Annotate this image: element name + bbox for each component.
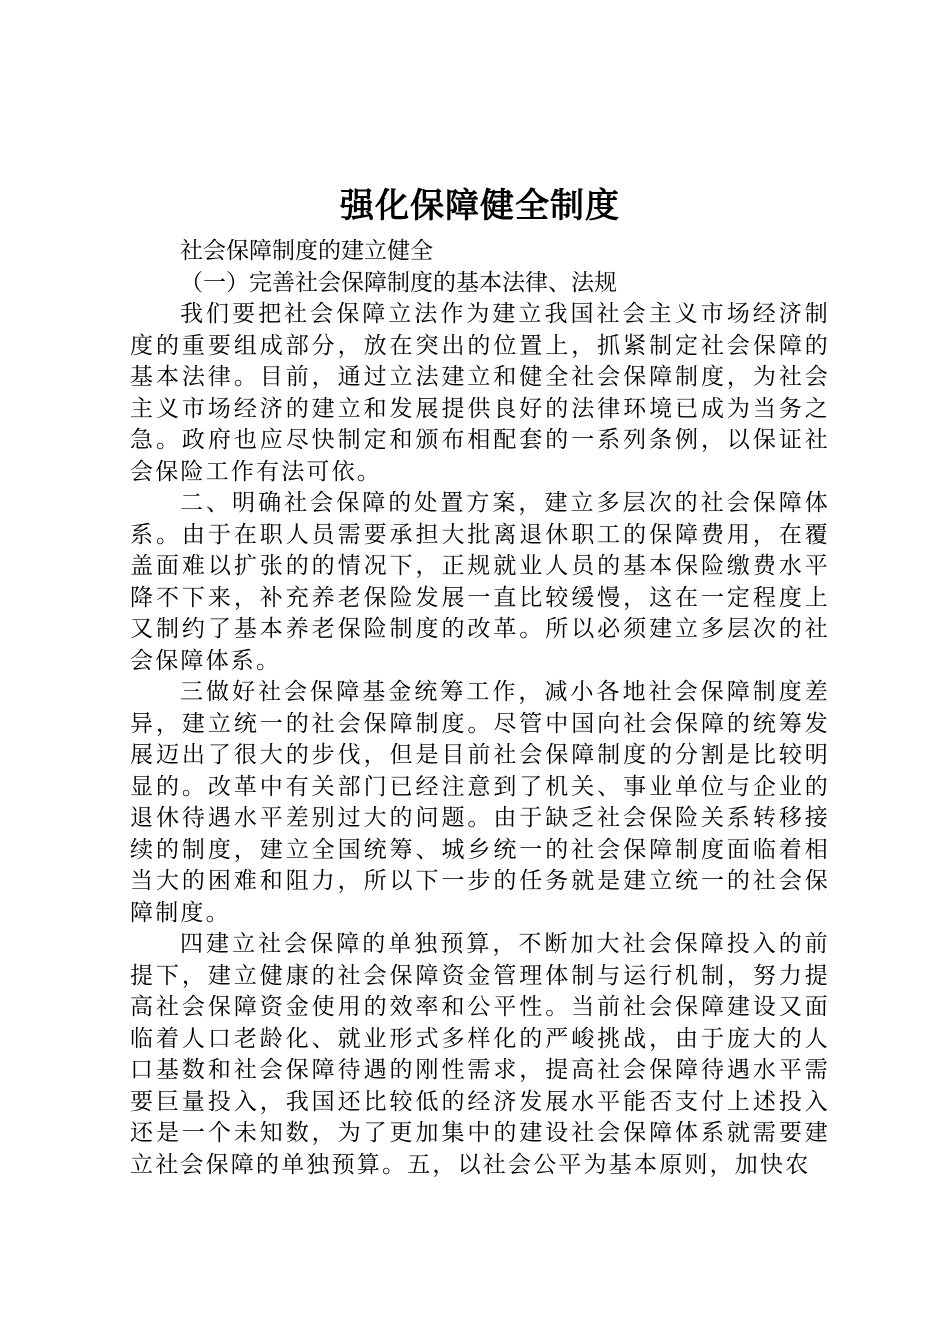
body-paragraph-4: 四建立社会保障的单独预算，不断加大社会保障投入的前提下，建立健康的社会保障资金管理体制与运行机制，努力提高社会保障资金使用的效率和公平性。当前社会保障建设又面临着人口老龄化、就业形式多样化的严峻挑战，由于庞大的人口基数和社会保障待遇的刚性需求，提高社会保障待遇水平需要巨量投入，我国还比较低的经济发展水平能否支付上述投入还是一个未知数，为了更加集中的建设社会保障体系就需要建立社会保障的单独预算。五，以社会公平为基本原则，加快农 [130, 931, 830, 1178]
document-title: 强化保障健全制度 [340, 186, 620, 226]
body-paragraph-3: 三做好社会保障基金统筹工作，减小各地社会保障制度差异，建立统一的社会保障制度。尽管中国向社会保障的统筹发展迈出了很大的步伐，但是目前社会保障制度的分割是比较明显的。改革中有关部门已经注意到了机关、事业单位与企业的退休待遇水平差别过大的问题。由于缺乏社会保险关系转移接续的制度，建立全国统筹、城乡统一的社会保障制度面临着相当大的困难和阻力，所以下一步的任务就是建立统一的社会保障制度。 [130, 679, 830, 926]
body-paragraph-2: 二、明确社会保障的处置方案，建立多层次的社会保障体系。由于在职人员需要承担大批离退休职工的保障费用，在覆盖面难以扩张的的情况下，正规就业人员的基本保险缴费水平降不下来，补充养老保险发展一直比较缓慢，这在一定程度上又制约了基本养老保险制度的改革。所以必须建立多层次的社会保障体系。 [130, 490, 830, 674]
document-subtitle: 社会保障制度的建立健全 [180, 238, 433, 264]
body-paragraph-1: 我们要把社会保障立法作为建立我国社会主义市场经济制度的重要组成部分，放在突出的位置上，抓紧制定社会保障的基本法律。目前，通过立法建立和健全社会保障制度，为社会主义市场经济的建立和发展提供良好的法律环境已成为当务之急。政府也应尽快制定和颁布相配套的一系列条例，以保证社会保险工作有法可依。 [130, 301, 830, 485]
document-page [130, 180, 830, 1181]
section-heading: （一）完善社会保障制度的基本法律、法规 [180, 269, 617, 296]
